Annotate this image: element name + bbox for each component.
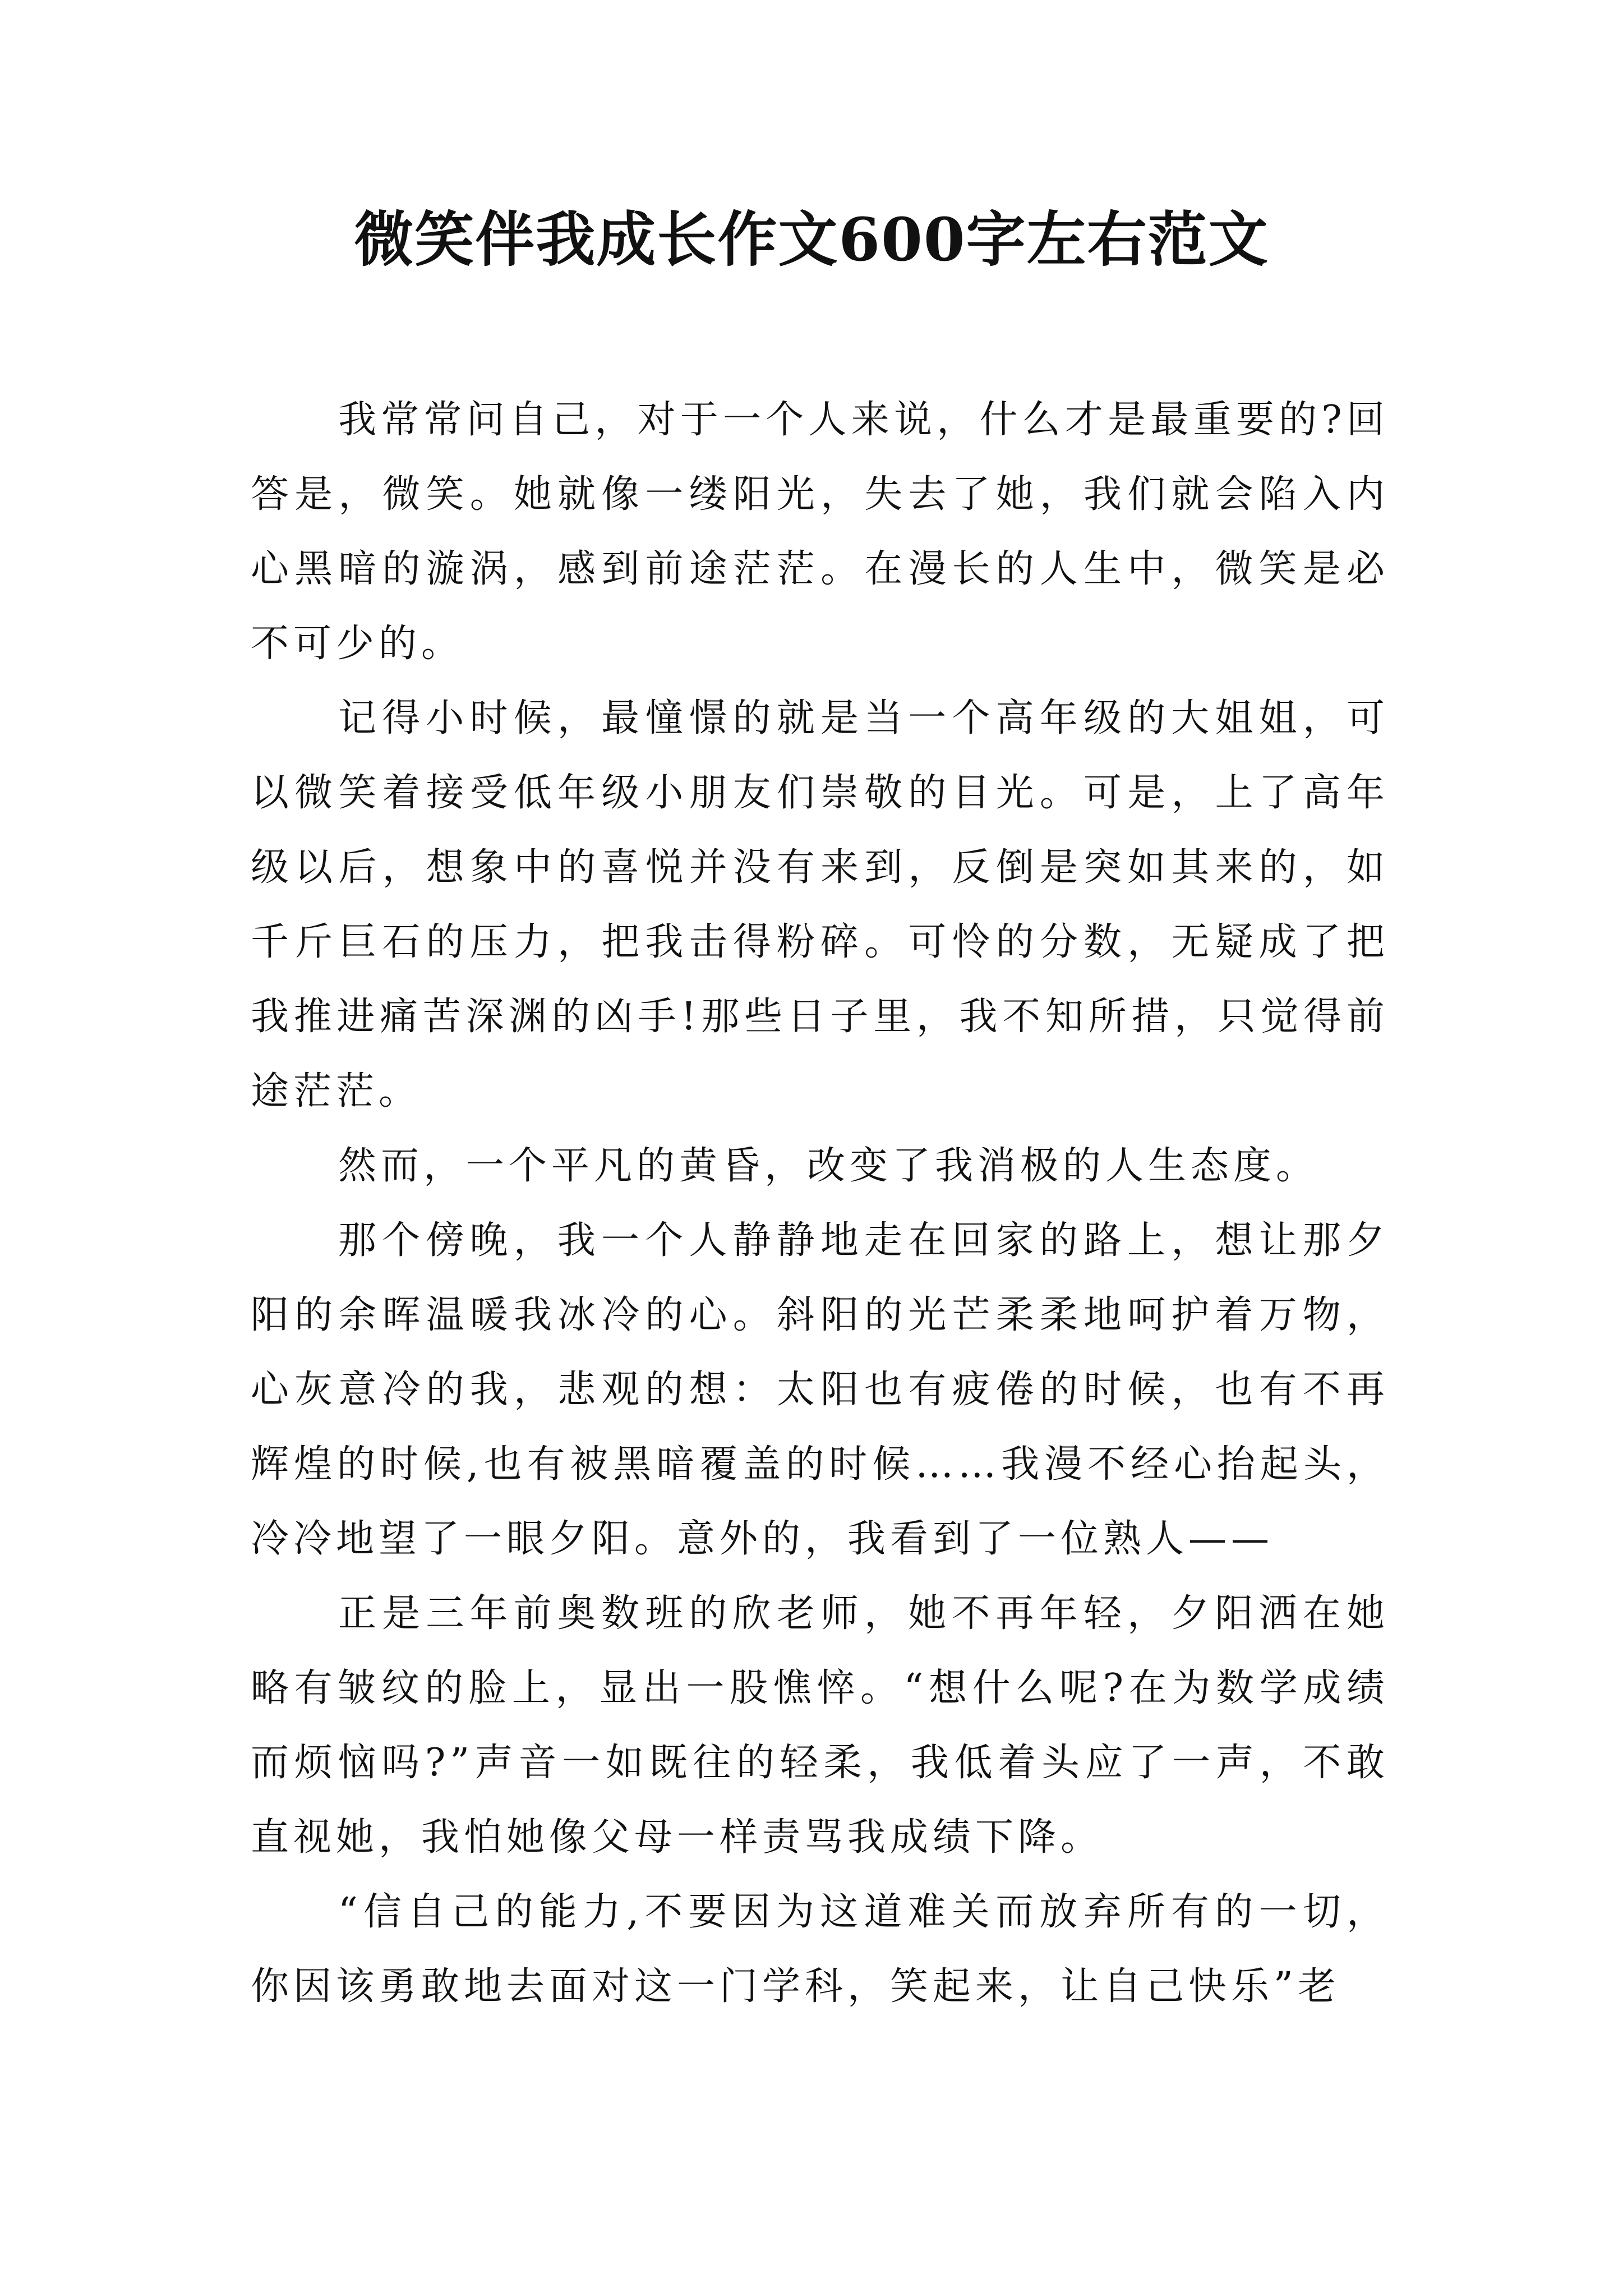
paragraph: “信自己的能力,不要因为这道难关而放弃所有的一切，你因该勇敢地去面对这一门学科，笑起来，让自己快乐”老 (251, 1890, 1389, 2009)
paragraph: 那个傍晚，我一个人静静地走在回家的路上，想让那夕阳的余晖温暖我冰冷的心。斜阳的光芒柔柔地呵护着万物，心灰意冷的我，悲观的想：太阳也有疲倦的时候，也有不再辉煌的时候,也有被黑暗覆盖的时候……我漫不经心抬起头，冷冷地望了一眼夕阳。意外的，我看到了一位熟人—— (251, 1218, 1389, 1561)
document-body (251, 383, 1389, 2024)
document-title: 微笑伴我成长作文600字左右范文 (354, 204, 1269, 274)
paragraph: 然而，一个平凡的黄昏，改变了我消极的人生态度。 (338, 1144, 1319, 1188)
paragraph: 记得小时候，最憧憬的就是当一个高年级的大姐姐，可以微笑着接受低年级小朋友们崇敬的目光。可是，上了高年级以后，想象中的喜悦并没有来到，反倒是突如其来的，如千斤巨石的压力，把我击得粉碎。可怜的分数，无疑成了把我推进痛苦深渊的凶手!那些日子里，我不知所措，只觉得前途茫茫。 (251, 696, 1389, 1114)
paragraph: 正是三年前奥数班的欣老师，她不再年轻，夕阳洒在她略有皱纹的脸上，显出一股憔悴。“想什么呢?在为数学成绩而烦恼吗?”声音一如既往的轻柔，我低着头应了一声，不敢直视她，我怕她像父母一样责骂我成绩下降。 (251, 1591, 1389, 1860)
paragraph: 我常常问自己，对于一个人来说，什么才是最重要的?回答是，微笑。她就像一缕阳光，失去了她，我们就会陷入内心黑暗的漩涡，感到前途茫茫。在漫长的人生中，微笑是必不可少的。 (251, 398, 1389, 666)
